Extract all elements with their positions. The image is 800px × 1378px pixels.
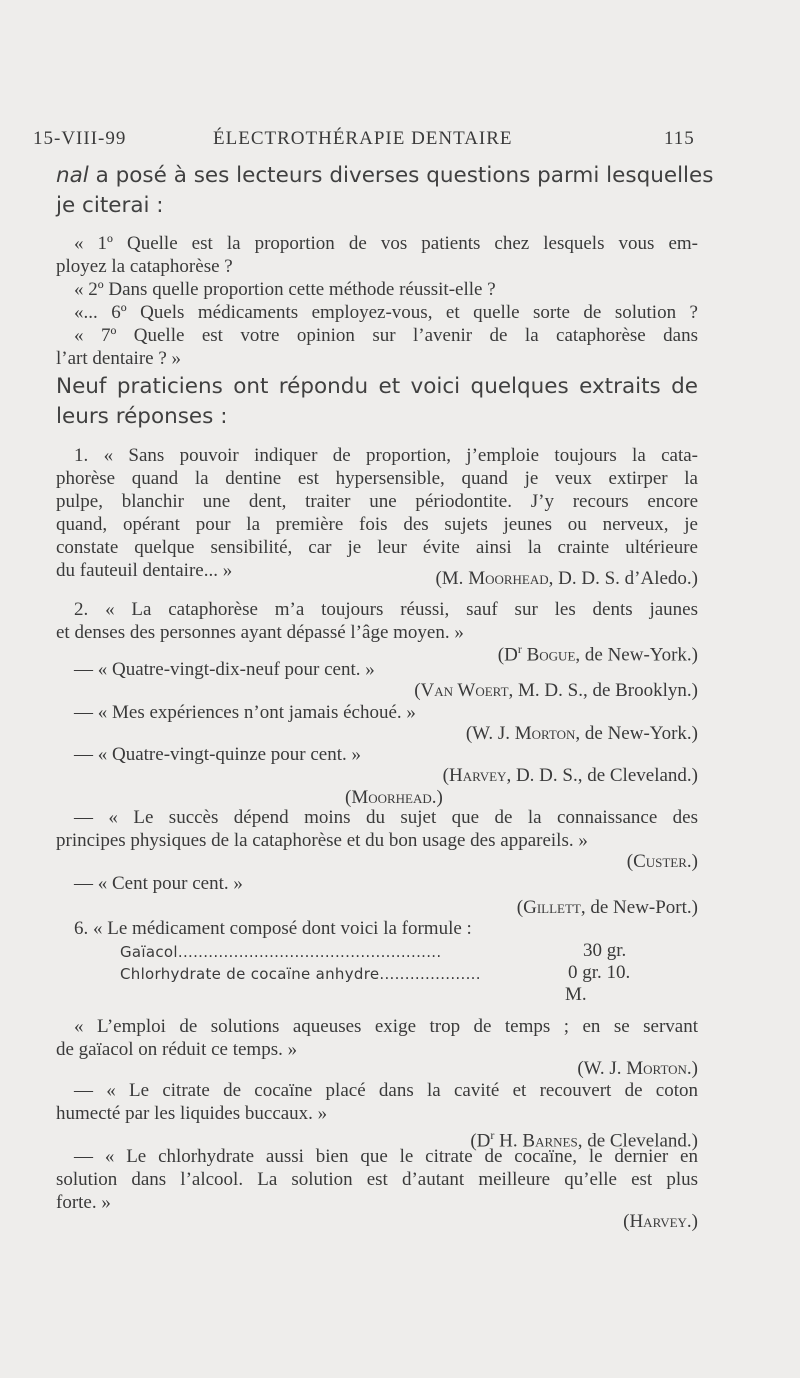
formula-qty-1: 30 gr. (583, 940, 627, 961)
question-line-3: « 2º Dans quelle proportion cette méthode réussit-elle ? (74, 279, 496, 300)
question-line-1: « 1º Quelle est la proportion de vos patients chez lesquels vous em- (74, 233, 698, 254)
signature-7-open: ( (516, 897, 524, 918)
signature-1-rest: , D. D. S. d’Aledo.) (548, 568, 698, 589)
answer-9-line-2: de gaïacol on réduit ce temps. » (56, 1039, 298, 1060)
signature-6-rest: .) (686, 851, 698, 872)
intro-line-2: je citerai : (56, 193, 164, 218)
answer-6-line-2: principes physiques de la cataphorèse et du bon usage des appareils. » (56, 830, 588, 851)
answer-11-line-1: — « Le chlorhydrate aussi bien que le citrate de cocaïne, le dernier en (74, 1146, 698, 1167)
signature-9-rest: .) (686, 1058, 698, 1079)
intro-italic: nal (56, 163, 89, 188)
signature-2-rest: , de New-York.) (575, 644, 698, 666)
intro-line-1 (56, 164, 713, 187)
header-date: 15-VIII-99 (33, 128, 127, 149)
signature-2-sup: r (517, 642, 522, 656)
question-line-6: l’art dentaire ? » (56, 348, 182, 369)
signature-5b-open: ( (345, 787, 352, 808)
signature-7-rest: , de New-Port.) (580, 897, 698, 918)
signature-3-name: Van Woert (420, 680, 509, 701)
signature-4-name: Morton (514, 723, 576, 744)
signature-5 (443, 764, 698, 787)
signature-10-rest: , de Cleveland.) (577, 1130, 698, 1152)
answer-5: — « Quatre-vingt-quinze pour cent. » (74, 744, 362, 765)
signature-6-open: ( (626, 851, 634, 872)
signature-10-name: Barnes (522, 1130, 578, 1152)
signature-7 (517, 896, 698, 919)
signature-2-open: (D (497, 644, 518, 666)
formula-leader: .................... (379, 965, 481, 983)
answer-2-line-2: et denses des personnes ayant dépassé l’âge moyen. » (56, 622, 464, 643)
header-title: ÉLECTROTHÉRAPIE DENTAIRE (213, 128, 513, 149)
answer-1-line-6: du fauteuil dentaire... » (56, 560, 233, 581)
signature-11 (623, 1210, 698, 1233)
signature-5b-rest: .) (431, 787, 443, 808)
question-line-5: « 7º Quelle est votre opinion sur l’avenir de la cataphorèse dans (74, 325, 698, 346)
formula-signature: M. (565, 984, 587, 1005)
signature-4-rest: , de New-York.) (575, 723, 698, 744)
signature-10-sup: r (490, 1128, 495, 1142)
answer-11-line-3: forte. » (56, 1192, 111, 1213)
signature-4 (466, 722, 698, 745)
signature-1-name: Moorhead (468, 568, 549, 589)
formula-row-2 (120, 963, 481, 986)
signature-5b-name: Moorhead (351, 787, 432, 808)
signature-7-name: Gillett (523, 897, 581, 918)
signature-10-mid: H. (494, 1130, 523, 1152)
answer-3: — « Quatre-vingt-dix-neuf pour cent. » (74, 659, 375, 680)
signature-1 (435, 567, 698, 590)
signature-9 (577, 1057, 698, 1080)
answer-8: 6. « Le médicament composé dont voici la formule : (74, 918, 472, 939)
signature-5-rest: , D. D. S., de Cleveland.) (506, 765, 698, 786)
answer-1-line-3: pulpe, blanchir une dent, traiter une périodontite. J’y recours encore (56, 491, 698, 512)
answer-10-line-1: — « Le citrate de cocaïne placé dans la cavité et recouvert de coton (74, 1080, 698, 1101)
signature-2-name: Bogue (526, 644, 576, 666)
formula-ingredient: Gaïacol (120, 943, 178, 961)
answer-1-line-1: 1. « Sans pouvoir indiquer de proportion, j’emploie toujours la cata- (74, 445, 698, 466)
answer-6-line-1: — « Le succès dépend moins du sujet que de la connaissance des (74, 807, 698, 828)
section-line-1: Neuf praticiens ont répondu et voici quelques extraits de (56, 374, 698, 399)
signature-4-open: (W. J. (465, 723, 515, 744)
signature-1-open: (M. (435, 568, 469, 589)
signature-5-name: Harvey (448, 765, 507, 786)
signature-9-name: Morton (626, 1058, 687, 1079)
formula-leader: .................................................... (177, 943, 442, 961)
formula-ingredient: Chlorhydrate de cocaïne anhydre (120, 965, 380, 983)
formula-row-1 (120, 941, 441, 964)
signature-3 (414, 679, 698, 702)
answer-1-line-4: quand, opérant pour la première fois des sujets jeunes ou nerveux, je (56, 514, 698, 535)
signature-11-open: ( (623, 1211, 630, 1232)
signature-6-name: Custer (633, 851, 687, 872)
signature-5-open: ( (442, 765, 449, 786)
signature-11-name: Harvey (629, 1211, 687, 1232)
answer-11-line-2: solution dans l’alcool. La solution est d’autant meilleure qu’elle est plus (56, 1169, 698, 1190)
signature-9-open: (W. J. (577, 1058, 627, 1079)
question-line-4: «... 6º Quels médicaments employez-vous, et quelle sorte de solution ? (74, 302, 698, 323)
formula-qty-2: 0 gr. 10. (568, 962, 631, 983)
signature-3-rest: , M. D. S., de Brooklyn.) (508, 680, 698, 701)
answer-2-line-1: 2. « La cataphorèse m’a toujours réussi, sauf sur les dents jaunes (74, 599, 698, 620)
answer-1-line-5: constate quelque sensibilité, car je leur évite ainsi la crainte ultérieure (56, 537, 698, 558)
answer-9-line-1: « L’emploi de solutions aqueuses exige trop de temps ; en se servant (74, 1016, 698, 1037)
signature-2 (498, 638, 698, 666)
intro-line-1-text: a posé à ses lecteurs diverses questions parmi lesquelles (88, 163, 714, 188)
signature-10-open: (D (470, 1130, 491, 1152)
signature-11-rest: .) (686, 1211, 698, 1232)
answer-1-line-2: phorèse quand la dentine est hypersensible, quand je veux extirper la (56, 468, 698, 489)
signature-6 (627, 850, 698, 873)
answer-10-line-2: humecté par les liquides buccaux. » (56, 1103, 328, 1124)
signature-3-open: ( (414, 680, 421, 701)
question-line-2: ployez la cataphorèse ? (56, 256, 233, 277)
answer-7: — « Cent pour cent. » (74, 873, 243, 894)
section-line-2: leurs réponses : (56, 404, 228, 429)
answer-4: — « Mes expériences n’ont jamais échoué. » (74, 702, 416, 723)
page-number: 115 (664, 128, 695, 149)
